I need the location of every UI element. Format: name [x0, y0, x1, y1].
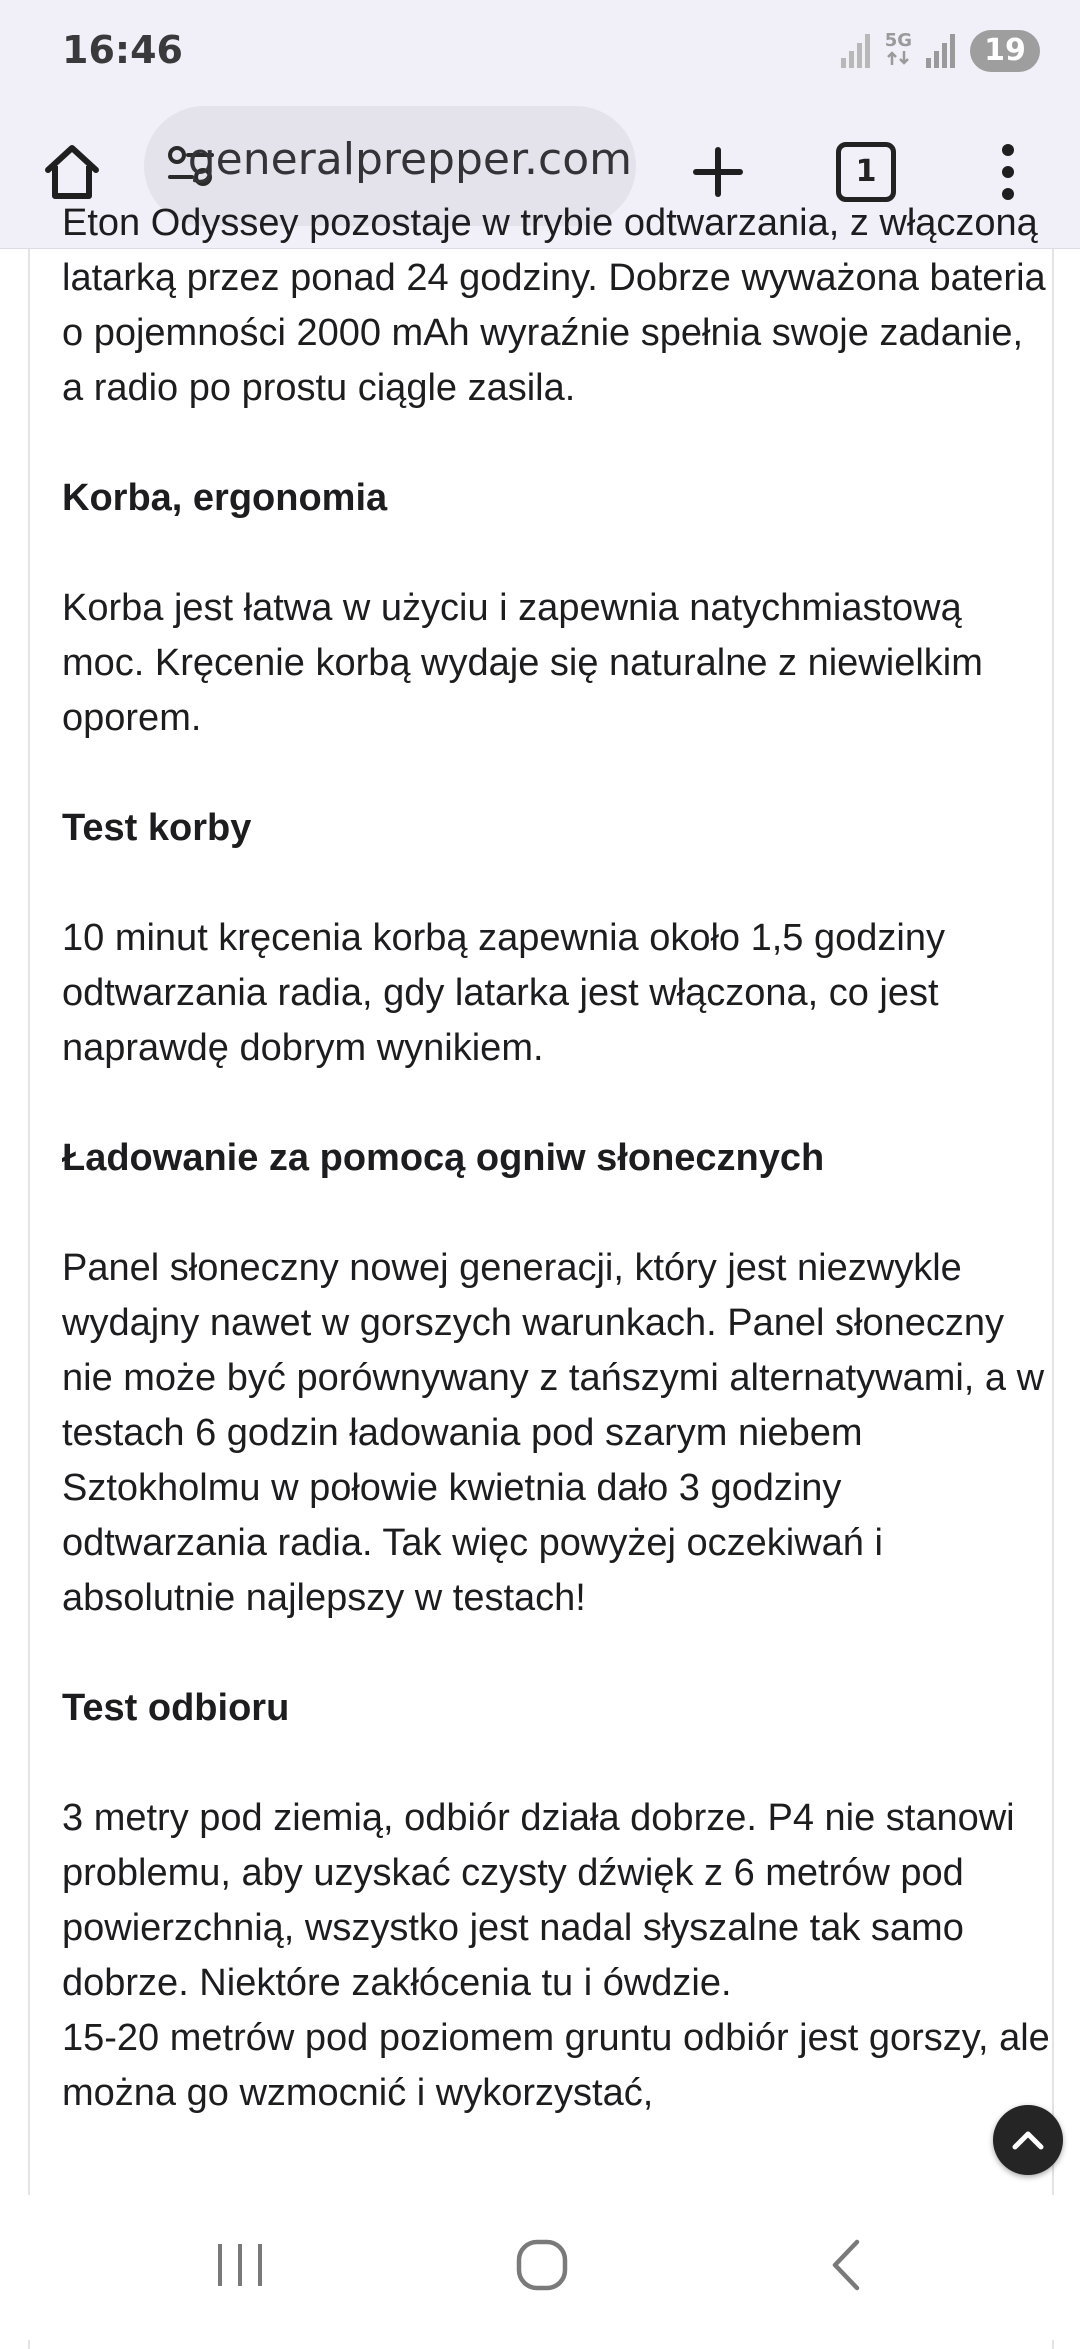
- data-arrows-icon: [885, 50, 911, 66]
- back-nav-button[interactable]: [800, 2225, 890, 2305]
- url-text[interactable]: generalprepper.com: [187, 134, 632, 185]
- status-icons: [841, 30, 1040, 72]
- scroll-to-top-button[interactable]: [993, 2105, 1063, 2175]
- recent-apps-icon: [214, 2240, 266, 2290]
- back-icon: [825, 2238, 865, 2292]
- more-vert-icon: [998, 142, 1018, 202]
- home-nav-button[interactable]: [497, 2225, 587, 2305]
- page-content[interactable]: [0, 202, 1080, 2195]
- chevron-up-icon: [1011, 2129, 1045, 2151]
- article-paragraph: 10 minut kręcenia korbą zapewnia około 1,5 godziny odtwarzania radia, gdy latarka jest włączona, co jest naprawdę dobrym wynikiem.: [62, 917, 945, 1069]
- article-paragraph: 15-20 metrów pod poziomem gruntu odbiór jest gorszy, ale można go wzmocnić i wykorzystać,: [62, 2017, 1050, 2114]
- status-bar: [0, 0, 1080, 100]
- recent-apps-button[interactable]: [195, 2225, 285, 2305]
- status-time: 16:46: [62, 28, 183, 72]
- signal-icon-secondary: [926, 34, 956, 68]
- article-body: [62, 196, 1052, 2176]
- home-circle-icon: [515, 2238, 569, 2292]
- section-heading: Korba, ergonomia: [62, 477, 388, 519]
- tab-count: 1: [836, 142, 896, 202]
- section-heading: Test korby: [62, 807, 252, 849]
- article-paragraph: Panel słoneczny nowej generacji, który jest niezwykle wydajny nawet w gorszych warunkach. Panel słoneczny nie może być porównywany z tańszymi alternatywami, a w testach 6 godzin ładowania pod szarym niebem Sztokholmu w połowie kwietnia dało 3 godziny odtwarzania radia. Tak więc powyżej oczekiwań i absolutnie najlepszy w testach!: [62, 1247, 1045, 1619]
- article-card: [28, 202, 1054, 2349]
- plus-icon: [690, 144, 746, 200]
- article-paragraph: 3 metry pod ziemią, odbiór działa dobrze. P4 nie stanowi problemu, aby uzyskać czysty dźwięk z 6 metrów pod powierzchnią, wszystko jest nadal słyszalne tak samo dobrze. Niektóre zakłócenia tu i ówdzie.: [62, 1797, 1015, 2004]
- article-paragraph: Korba jest łatwa w użyciu i zapewnia natychmiastową moc. Kręcenie korbą wydaje się naturalne z niewielkim oporem.: [62, 587, 983, 739]
- section-heading: Test odbioru: [62, 1687, 290, 1729]
- home-icon: [40, 140, 104, 204]
- network-type-icon: [885, 32, 912, 70]
- article-paragraph: Eton Odyssey pozostaje w trybie odtwarzania, z włączoną latarką przez ponad 24 godziny. Dobrze wyważona bateria o pojemności 2000 mAh wyraźnie spełnia swoje zadanie, a radio po prostu ciągle zasila.: [62, 202, 1046, 409]
- network-type-label: 5G: [884, 30, 912, 51]
- section-heading: Ładowanie za pomocą ogniw słonecznych: [62, 1137, 825, 1179]
- battery-indicator: 19: [970, 30, 1040, 72]
- signal-icon: [841, 34, 871, 68]
- system-nav-bar: [0, 2195, 1080, 2340]
